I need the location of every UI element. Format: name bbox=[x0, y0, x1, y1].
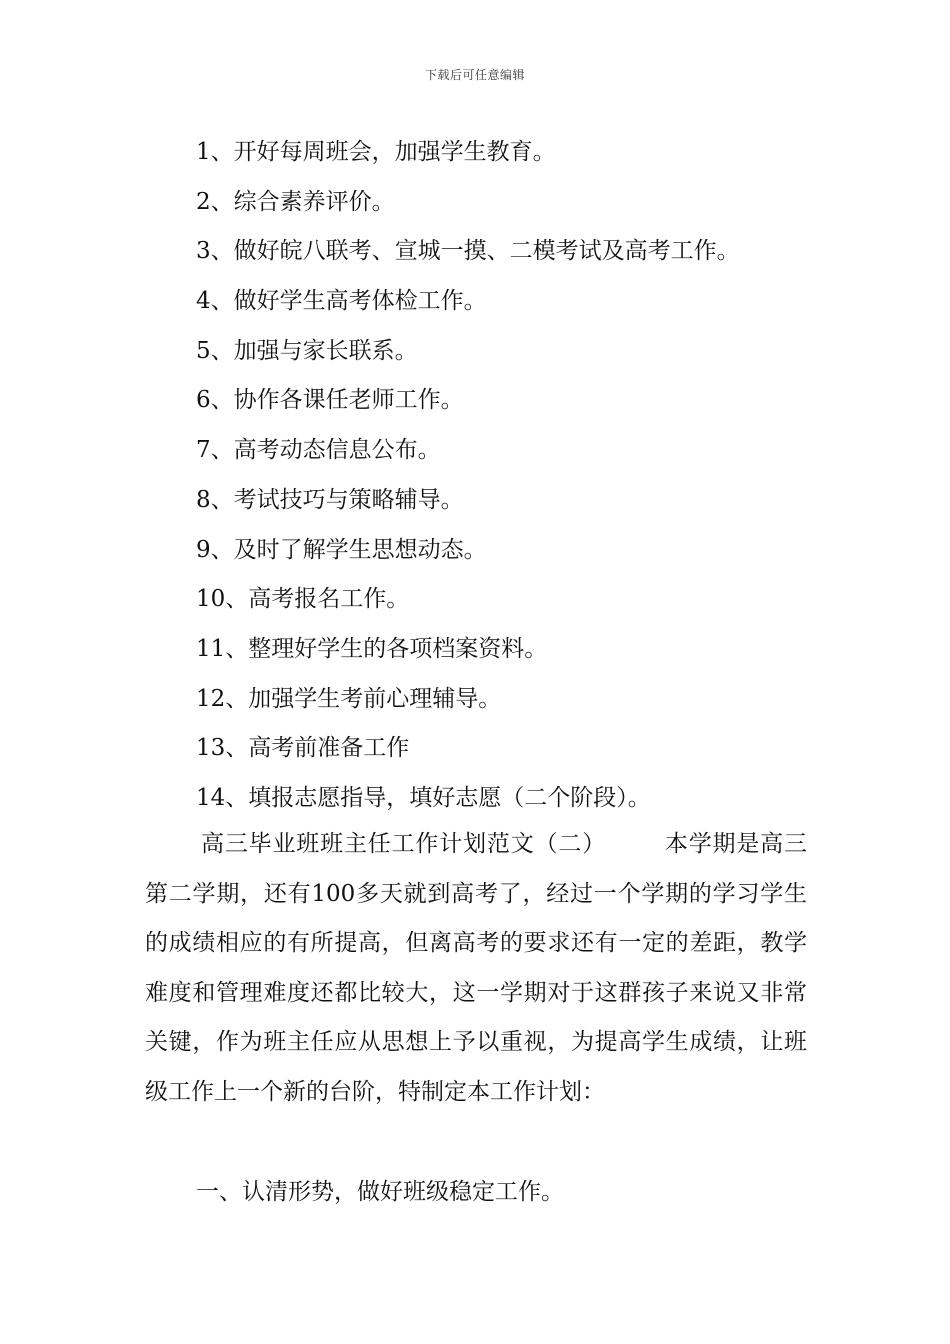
section-heading: 一、认清形势，做好班级稳定工作。 bbox=[196, 1179, 564, 1205]
list-item: 10、高考报名工作。 bbox=[196, 586, 410, 613]
list-item: 4、做好学生高考体检工作。 bbox=[196, 288, 487, 315]
list-item: 6、协作各课任老师工作。 bbox=[196, 387, 464, 414]
list-item: 3、做好皖八联考、宣城一摸、二模考试及高考工作。 bbox=[196, 238, 740, 265]
list-item: 12、加强学生考前心理辅导。 bbox=[196, 685, 502, 712]
list-item: 1、开好每周班会，加强学生教育。 bbox=[196, 139, 556, 165]
list-item: 5、加强与家长联系。 bbox=[196, 337, 418, 364]
list-item: 8、考试技巧与策略辅导。 bbox=[196, 486, 464, 513]
list-item: 2、综合素养评价。 bbox=[196, 188, 395, 215]
work-item-list bbox=[196, 128, 836, 824]
body-paragraph bbox=[145, 820, 807, 1118]
list-item: 13、高考前准备工作 bbox=[196, 735, 410, 762]
list-item: 11、整理好学生的各项档案资料。 bbox=[196, 635, 548, 662]
list-item: 9、及时了解学生思想动态。 bbox=[196, 536, 487, 563]
paragraph-title: 高三毕业班班主任工作计划范文（二） bbox=[201, 831, 607, 857]
list-item: 14、填报志愿指导，填好志愿（二个阶段）。 bbox=[196, 784, 651, 811]
paragraph-body: 本学期是高三第二学期，还有100多天就到高考了，经过一个学期的学习学生的成绩相应的有所提高，但离高考的要求还有一定的差距，教学难度和管理难度还都比较大，这一学期对于这群孩子来说又非常关键，作为班主任应从思想上予以重视，为提高学生成绩，让班级工作上一个新的台阶，特制定本工作计划： bbox=[145, 831, 808, 1105]
header-note: 下载后可任意编辑 bbox=[424, 68, 525, 82]
list-item: 7、高考动态信息公布。 bbox=[196, 437, 441, 464]
